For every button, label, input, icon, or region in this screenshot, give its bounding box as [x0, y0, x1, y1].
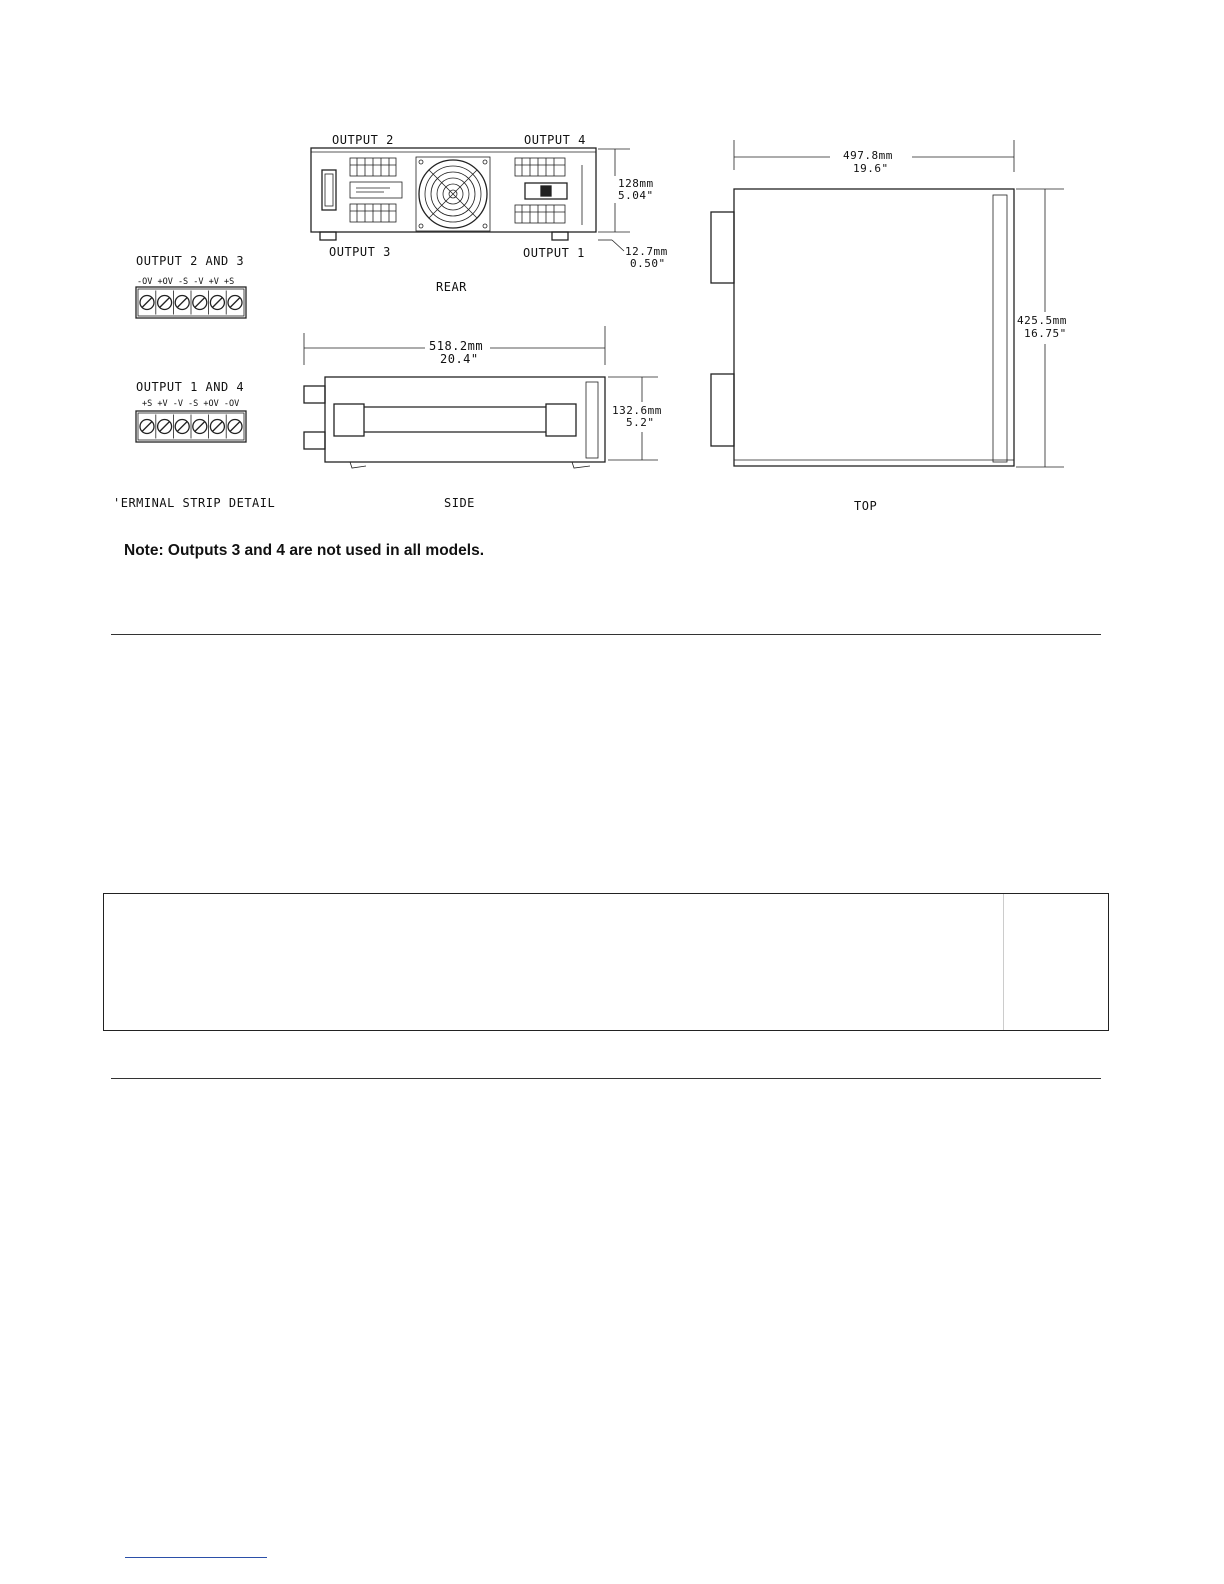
- terminal-title-14: OUTPUT 1 AND 4: [136, 380, 245, 394]
- rear-foot-mm: 12.7mm: [625, 245, 668, 258]
- terminal-14-screw-slot: [142, 422, 152, 432]
- terminal-23-screw-slot: [177, 298, 187, 308]
- top-depth-mm: 425.5mm: [1017, 314, 1067, 327]
- rear-fan-grill: [416, 157, 490, 231]
- rear-caption: REAR: [436, 280, 467, 294]
- rear-output-1-label: OUTPUT 1: [523, 246, 585, 260]
- footer-rule: [125, 1557, 267, 1558]
- box-divider: [1003, 894, 1004, 1030]
- rear-height-in: 5.04": [618, 189, 654, 202]
- rear-terminal-output-3: [350, 204, 396, 222]
- rear-terminal-output-4: [515, 158, 565, 176]
- rear-height-mm: 128mm: [618, 177, 654, 190]
- top-view: [711, 140, 1064, 467]
- side-caption: SIDE: [444, 496, 475, 510]
- rear-view: [311, 148, 630, 251]
- empty-table-box: [103, 893, 1109, 1031]
- terminal-14-screw-slot: [212, 422, 222, 432]
- side-height-in: 5.2": [626, 416, 655, 429]
- terminal-23-screw-slot: [160, 298, 170, 308]
- terminal-14-screw-slot: [230, 422, 240, 432]
- separator-rule-top: [111, 634, 1101, 635]
- side-chassis: [325, 377, 605, 462]
- terminal-23-screw-slot: [142, 298, 152, 308]
- top-handle-upper: [711, 212, 734, 283]
- rear-ieee-connector: [322, 170, 336, 210]
- terminal-14-screw-slot: [177, 422, 187, 432]
- side-height-mm: 132.6mm: [612, 404, 662, 417]
- terminal-strip-14: [136, 411, 246, 442]
- rear-foot-right: [552, 232, 568, 240]
- terminal-title-23: OUTPUT 2 AND 3: [136, 254, 245, 268]
- rear-output-4-label: OUTPUT 4: [524, 133, 586, 147]
- side-handle-top: [304, 386, 325, 403]
- rear-output-3-label: OUTPUT 3: [329, 245, 391, 259]
- side-length-mm: 518.2mm: [429, 339, 484, 353]
- rear-terminal-output-2: [350, 158, 396, 176]
- terminal-pins-23: -OV +OV -S -V +V +S: [137, 277, 235, 287]
- terminal-14-screw-slot: [160, 422, 170, 432]
- top-chassis: [734, 189, 1014, 466]
- terminal-23-screw-slot: [195, 298, 205, 308]
- rear-terminal-output-1: [515, 205, 565, 223]
- rear-foot-in: 0.50": [630, 257, 666, 270]
- top-depth-in: 16.75": [1024, 327, 1067, 340]
- top-handle-lower: [711, 374, 734, 446]
- terminal-23-screw-slot: [230, 298, 240, 308]
- side-handle-bottom: [304, 432, 325, 449]
- top-width-in: 19.6": [853, 162, 889, 175]
- top-caption: TOP: [854, 499, 878, 513]
- terminal-pins-14: +S +V -V -S +OV -OV: [142, 399, 240, 409]
- rear-output-2-label: OUTPUT 2: [332, 133, 394, 147]
- side-length-in: 20.4": [440, 352, 479, 366]
- terminal-14-screw-slot: [195, 422, 205, 432]
- terminal-caption: 'ERMINAL STRIP DETAIL: [113, 496, 276, 510]
- terminal-23-screw-slot: [212, 298, 222, 308]
- rear-label-plate: [350, 182, 402, 198]
- top-width-mm: 497.8mm: [843, 149, 893, 162]
- models-note: Note: Outputs 3 and 4 are not used in all models.: [124, 542, 484, 559]
- terminal-strip-23: [136, 287, 246, 318]
- separator-rule-bottom: [111, 1078, 1101, 1079]
- rear-foot-left: [320, 232, 336, 240]
